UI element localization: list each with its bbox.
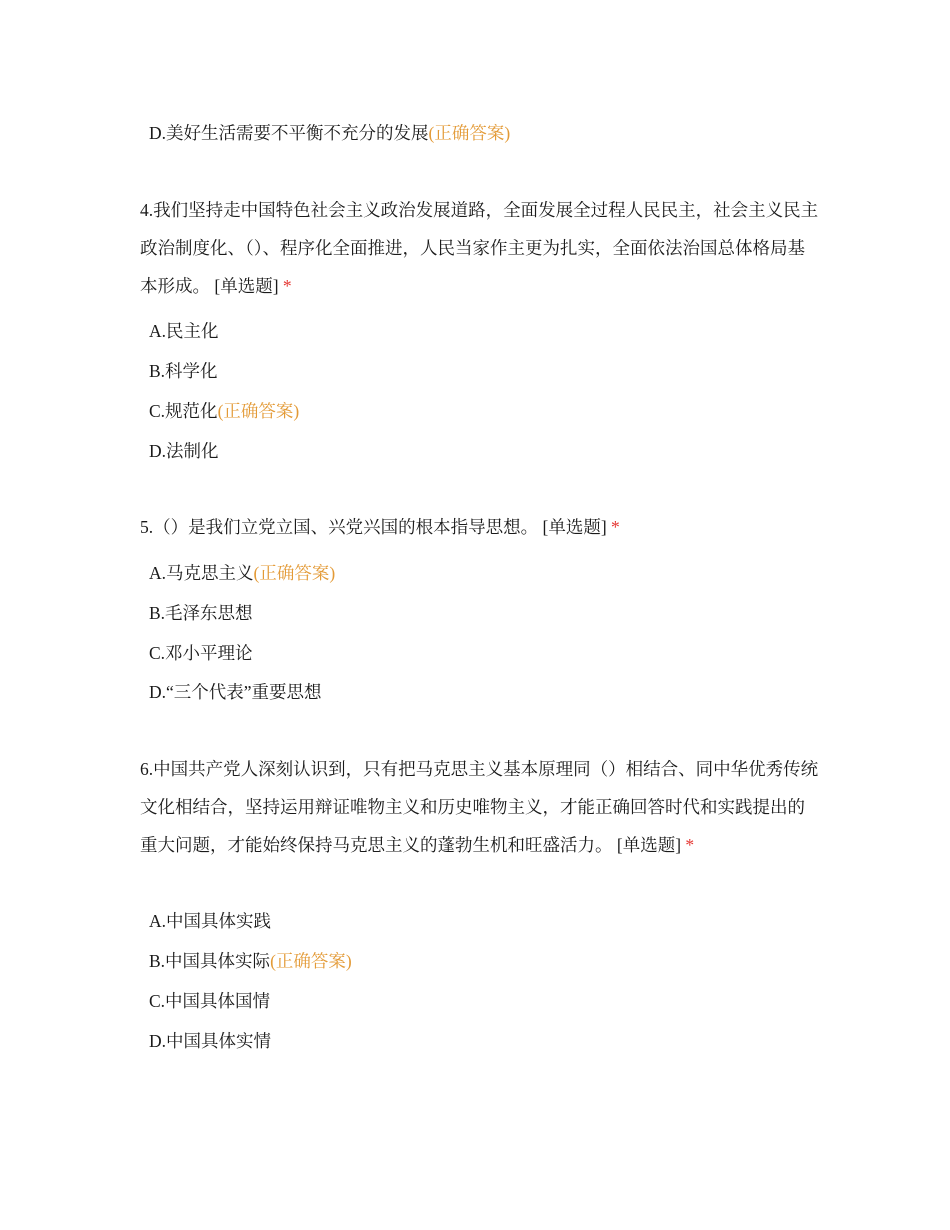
question-4-stem (140, 191, 820, 305)
option-text: A.民主化 (149, 321, 219, 341)
correct-answer-tag: (正确答案) (270, 951, 352, 971)
required-mark: * (685, 835, 695, 855)
option-text: C.中国具体国情 (149, 991, 271, 1011)
option-text: A.中国具体实践 (149, 911, 272, 931)
question-text: 6.中国共产党人深刻认识到，只有把马克思主义基本原理同（）相结合、同中华优秀传统文化相结合，坚持运用辩证唯物主义和历史唯物主义，才能正确回答时代和实践提出的重大问题，才能始终保持马克思主义的蓬勃生机和旺盛活力。 [单选题] (140, 759, 819, 855)
correct-answer-tag: (正确答案) (253, 563, 336, 583)
option-text: D.“三个代表”重要思想 (149, 682, 322, 702)
correct-answer-tag: (正确答案) (428, 123, 511, 143)
required-mark: * (611, 517, 620, 537)
option-text: B.中国具体实际 (149, 951, 271, 971)
question-5-stem (140, 508, 820, 546)
question-text: 5.（）是我们立党立国、兴党兴国的根本指导思想。 [单选题] (140, 517, 607, 537)
option-text: B.毛泽东思想 (149, 603, 253, 623)
option-text: B.科学化 (149, 361, 218, 381)
option-item (149, 680, 322, 704)
question-6-stem (140, 750, 820, 864)
option-item (149, 1029, 271, 1053)
option-text: D.中国具体实情 (149, 1031, 272, 1051)
question-text: 4.我们坚持走中国特色社会主义政治发展道路，全面发展全过程人民民主，社会主义民主政治制度化、（）、程序化全面推进，人民当家作主更为扎实，全面依法治国总体格局基本形成。 [单选题] (140, 200, 819, 296)
correct-answer-tag: (正确答案) (217, 401, 300, 421)
option-item (149, 601, 253, 625)
option-item (149, 121, 510, 145)
option-text: C.邓小平理论 (149, 643, 253, 663)
option-item (149, 949, 352, 973)
option-item (149, 319, 219, 343)
option-item (149, 561, 335, 585)
required-mark: * (282, 276, 292, 296)
option-item (149, 989, 270, 1013)
option-text: A.马克思主义 (149, 563, 254, 583)
option-item (149, 399, 299, 423)
option-text: C.规范化 (149, 401, 218, 421)
option-text: D.法制化 (149, 441, 219, 461)
option-item (149, 359, 218, 383)
option-text: D.美好生活需要不平衡不充分的发展 (149, 123, 429, 143)
option-item (149, 641, 253, 665)
option-item (149, 439, 219, 463)
option-item (149, 909, 271, 933)
